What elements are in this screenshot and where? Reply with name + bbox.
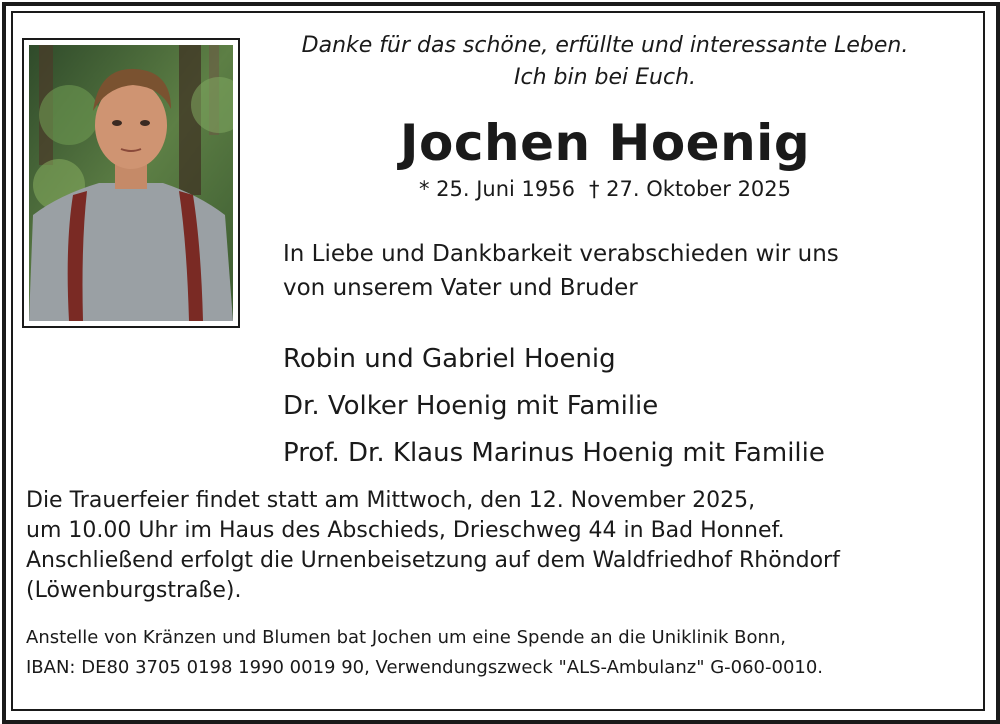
death-date: † 27. Oktober 2025: [588, 177, 792, 201]
donation-line: Anstelle von Kränzen und Blumen bat Jochen um eine Spende an die Uniklinik Bonn,: [26, 627, 786, 648]
mourner: Prof. Dr. Klaus Marinus Hoenig mit Familie: [283, 438, 825, 468]
mourners-list: [283, 336, 973, 477]
motto-line-2: Ich bin bei Euch.: [513, 65, 696, 90]
mourner: Robin und Gabriel Hoenig: [283, 344, 616, 374]
donation-note: [26, 623, 976, 683]
life-dates: [250, 174, 960, 204]
ceremony-line: Anschließend erfolgt die Urnenbeisetzung auf dem Waldfriedhof Rhöndorf: [26, 548, 840, 573]
ceremony-line: (Löwenburgstraße).: [26, 578, 242, 603]
farewell-text: [283, 237, 973, 305]
portrait-frame: [22, 38, 240, 328]
ceremony-line: um 10.00 Uhr im Haus des Abschieds, Drieschweg 44 in Bad Honnef.: [26, 518, 785, 543]
mourner: Dr. Volker Hoenig mit Familie: [283, 391, 659, 421]
ceremony-details: [26, 486, 976, 606]
motto-line-1: Danke für das schöne, erfüllte und interessante Leben.: [301, 33, 909, 58]
donation-line: IBAN: DE80 3705 0198 1990 0019 90, Verwendungszweck "ALS-Ambulanz" G-060-0010.: [26, 657, 824, 678]
portrait-photo: [29, 45, 233, 321]
farewell-line-1: In Liebe und Dankbarkeit verabschieden wir uns: [283, 241, 839, 267]
birth-date: * 25. Juni 1956: [418, 177, 575, 201]
deceased-name: Jochen Hoenig: [399, 114, 811, 172]
motto: [250, 30, 960, 94]
farewell-line-2: von unserem Vater und Bruder: [283, 275, 638, 301]
ceremony-line: Die Trauerfeier findet statt am Mittwoch, den 12. November 2025,: [26, 488, 756, 513]
